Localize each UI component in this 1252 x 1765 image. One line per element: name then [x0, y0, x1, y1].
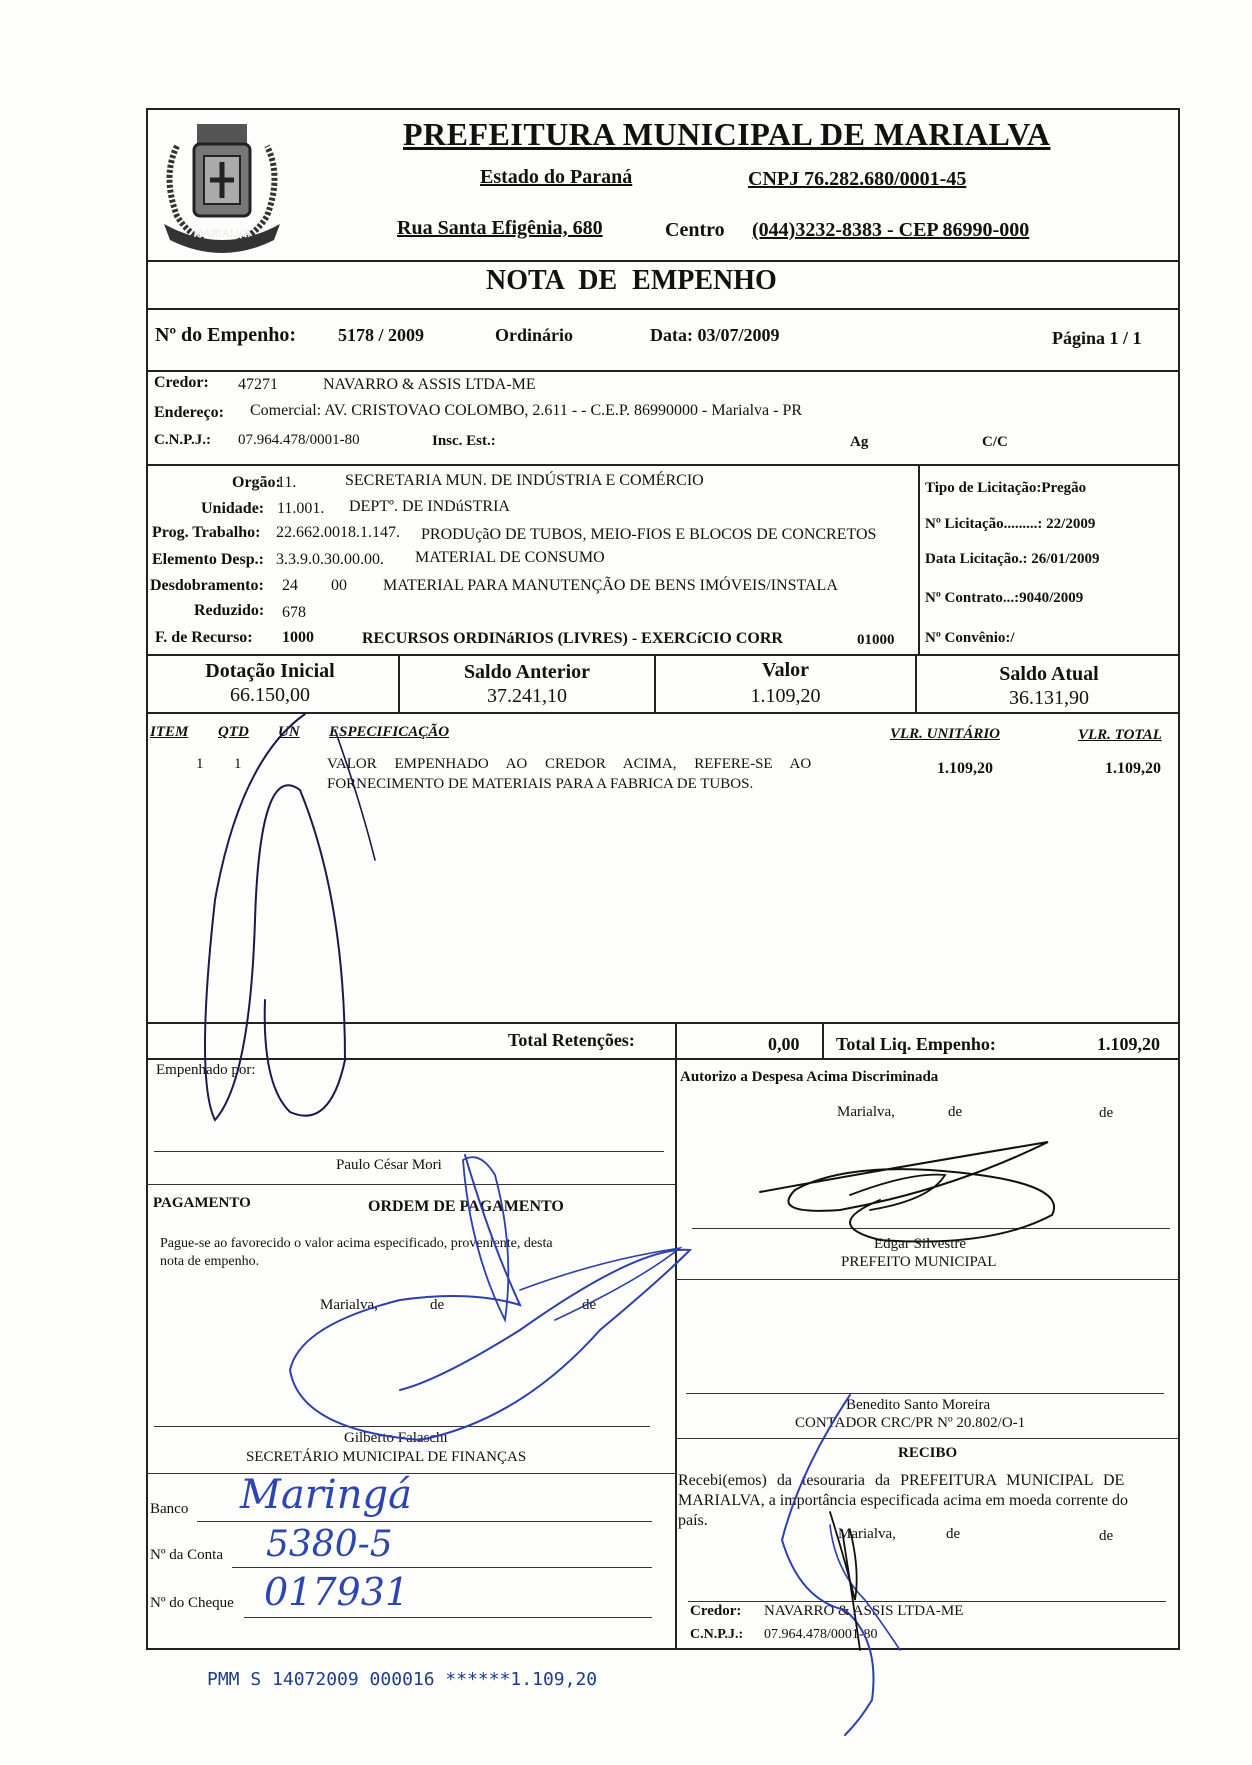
street-address: Rua Santa Efigênia, 680: [397, 217, 603, 239]
desdobramento-code2: 00: [331, 577, 347, 594]
desdobramento-label: Desdobramento:: [150, 577, 264, 594]
empenhado-label: Empenhado por:: [156, 1062, 256, 1078]
recibo-cnpj-label: C.N.P.J.:: [690, 1627, 744, 1642]
numero-contrato: Nº Contrato...:9040/2009: [925, 590, 1084, 606]
orgao-name: SECRETARIA MUN. DE INDÚSTRIA E COMÉRCIO: [345, 472, 704, 489]
prog-name: PRODUçãO DE TUBOS, MEIO-FIOS E BLOCOS DE CONCRETOS: [421, 526, 877, 543]
orgao-label: Orgão:: [232, 474, 281, 491]
prefeito-role: PREFEITO MUNICIPAL: [841, 1254, 997, 1270]
recibo-text-line1: Recebi(emos) da tesouraria da PREFEITURA MUNICIPAL DE: [678, 1472, 1125, 1489]
col-header-qtd: QTD: [218, 724, 249, 740]
pagamento-place: Marialva,: [320, 1297, 378, 1313]
reduzido-label: Reduzido:: [194, 602, 265, 619]
recibo-credor-name: NAVARRO & ASSIS LTDA-ME: [764, 1603, 964, 1619]
autorizo-label: Autorizo a Despesa Acima Discriminada: [680, 1069, 939, 1085]
cheque-handwritten: 017931: [264, 1570, 410, 1614]
pagamento-de2: de: [582, 1297, 597, 1313]
row-vlr-unitario: 1.109,20: [937, 760, 993, 777]
pagamento-de1: de: [430, 1297, 445, 1313]
tipo-licitacao: Tipo de Licitação:Pregão: [925, 480, 1087, 496]
empenho-date: Data: 03/07/2009: [650, 325, 780, 345]
phone-cep: (044)3232-8383 - CEP 86990-000: [752, 219, 1030, 241]
credor-name: NAVARRO & ASSIS LTDA-ME: [323, 376, 536, 393]
address-label: Endereço:: [154, 404, 224, 421]
row-vlr-total: 1.109,20: [1105, 760, 1161, 777]
recibo-cnpj: 07.964.478/0001-80: [764, 1627, 878, 1642]
credor-label: Credor:: [154, 374, 209, 391]
ordem-pagamento-label: ORDEM DE PAGAMENTO: [368, 1198, 564, 1215]
orgao-code: 11.: [277, 474, 297, 491]
saldo-atual-value: 36.131,90: [1009, 687, 1089, 709]
crest-ribbon-text: MARIALVA: [193, 228, 251, 240]
row-qtd: 1: [234, 756, 242, 772]
recibo-place: Marialva,: [838, 1526, 896, 1542]
retencoes-label: Total Retenções:: [508, 1030, 635, 1050]
autorizo-de2: de: [1099, 1105, 1114, 1121]
pagamento-text-line2: nota de empenho.: [160, 1254, 260, 1269]
prog-code: 22.662.0018.1.147.: [276, 524, 400, 541]
empenho-type: Ordinário: [495, 325, 574, 345]
retencoes-value: 0,00: [768, 1034, 800, 1054]
col-header-especificacao: ESPECIFICAÇÃO: [329, 724, 450, 740]
elemento-name: MATERIAL DE CONSUMO: [415, 549, 605, 566]
document-title: NOTA DE EMPENHO: [486, 265, 777, 296]
cnpj-header: CNPJ 76.282.680/0001-45: [748, 168, 967, 190]
pagamento-label: PAGAMENTO: [153, 1195, 251, 1211]
valor-value: 1.109,20: [750, 685, 821, 707]
insc-label: Insc. Est.:: [432, 433, 496, 449]
desdobramento-name: MATERIAL PARA MANUTENÇÃO DE BENS IMÓVEIS/INSTALA: [383, 577, 838, 594]
numero-licitacao: Nº Licitação.........: 22/2009: [925, 516, 1096, 532]
prog-label: Prog. Trabalho:: [152, 524, 261, 541]
saldo-anterior-label: Saldo Anterior: [463, 661, 591, 683]
row-description-line2: FORNECIMENTO DE MATERIAIS PARA A FABRICA DE TUBOS.: [327, 776, 754, 792]
contador-name: Benedito Santo Moreira: [846, 1397, 991, 1413]
payment-stamp: PMM S 14072009 000016 ******1.109,20: [207, 1669, 598, 1690]
municipality-title: PREFEITURA MUNICIPAL DE MARIALVA: [403, 116, 1051, 152]
autorizo-place: Marialva,: [837, 1104, 895, 1120]
recibo-de1: de: [946, 1526, 961, 1542]
credor-cnpj: 07.964.478/0001-80: [238, 432, 360, 448]
recibo-label: RECIBO: [898, 1445, 958, 1461]
conta-label: Nº da Conta: [150, 1547, 223, 1563]
fonte-name: RECURSOS ORDINáRIOS (LIVRES) - EXERCíCIO CORR: [362, 630, 783, 647]
cc-label: C/C: [982, 434, 1008, 450]
empenho-label: Nº do Empenho:: [155, 324, 297, 346]
liquido-value: 1.109,20: [1097, 1034, 1160, 1054]
saldo-atual-label: Saldo Atual: [999, 663, 1099, 685]
numero-convenio: Nº Convênio:/: [925, 630, 1015, 646]
col-header-vlr-unitario: VLR. UNITÁRIO: [890, 726, 1001, 742]
data-licitacao: Data Licitação.: 26/01/2009: [925, 551, 1100, 567]
empenho-number: 5178 / 2009: [338, 325, 425, 345]
recibo-text-line3: país.: [678, 1512, 708, 1529]
secretario-role: SECRETÁRIO MUNICIPAL DE FINANÇAS: [246, 1449, 527, 1465]
conta-handwritten: 5380-5: [266, 1524, 393, 1565]
page-number: Página 1 / 1: [1052, 328, 1142, 348]
saldo-anterior-value: 37.241,10: [487, 685, 567, 707]
credor-code: 47271: [238, 376, 278, 393]
pagamento-text-line1: Pague-se ao favorecido o valor acima especificado, proveniente, desta: [160, 1236, 553, 1251]
col-header-vlr-total: VLR. TOTAL: [1078, 727, 1162, 743]
elemento-label: Elemento Desp.:: [152, 551, 264, 568]
unidade-name: DEPTº. DE INDúSTRIA: [349, 498, 510, 515]
cheque-label: Nº do Cheque: [150, 1595, 234, 1611]
unidade-code: 11.001.: [277, 500, 325, 517]
dotacao-label: Dotação Inicial: [205, 660, 335, 682]
autorizo-de1: de: [948, 1104, 963, 1120]
row-item: 1: [196, 756, 204, 772]
row-description-line1: VALOR EMPENHADO AO CREDOR ACIMA, REFERE-SE AO: [327, 756, 812, 772]
credor-address: Comercial: AV. CRISTOVAO COLOMBO, 2.611 - - C.E.P. 86990000 - Marialva - PR: [250, 402, 803, 419]
col-header-un: UN: [278, 724, 300, 740]
empenhado-name: Paulo César Mori: [336, 1157, 442, 1173]
col-header-item: ITEM: [150, 724, 189, 740]
valor-label: Valor: [761, 659, 810, 681]
dotacao-value: 66.150,00: [230, 684, 310, 706]
recibo-credor-label: Credor:: [690, 1603, 742, 1619]
contador-role: CONTADOR CRC/PR Nº 20.802/O-1: [795, 1415, 1026, 1431]
recibo-text-line2: MARIALVA, a importância especificada acima em moeda corrente do: [678, 1492, 1129, 1509]
reduzido-value: 678: [282, 604, 306, 621]
ag-label: Ag: [850, 434, 869, 450]
unidade-label: Unidade:: [201, 500, 265, 517]
recibo-de2: de: [1099, 1528, 1114, 1544]
secretario-name: Gilberto Falaschi: [344, 1430, 448, 1446]
fonte-code: 1000: [282, 629, 314, 646]
banco-label: Banco: [150, 1501, 189, 1517]
fonte-number: 01000: [857, 632, 895, 648]
state-name: Estado do Paraná: [480, 166, 633, 188]
district: Centro: [665, 219, 725, 241]
cnpj-label: C.N.P.J.:: [154, 432, 211, 448]
banco-handwritten: Maringá: [240, 1472, 412, 1518]
fonte-label: F. de Recurso:: [155, 629, 253, 646]
elemento-code: 3.3.9.0.30.00.00.: [276, 551, 384, 568]
prefeito-name: Edgar Silvestre: [874, 1236, 967, 1252]
liquido-label: Total Liq. Empenho:: [836, 1034, 996, 1054]
desdobramento-code1: 24: [282, 577, 298, 594]
